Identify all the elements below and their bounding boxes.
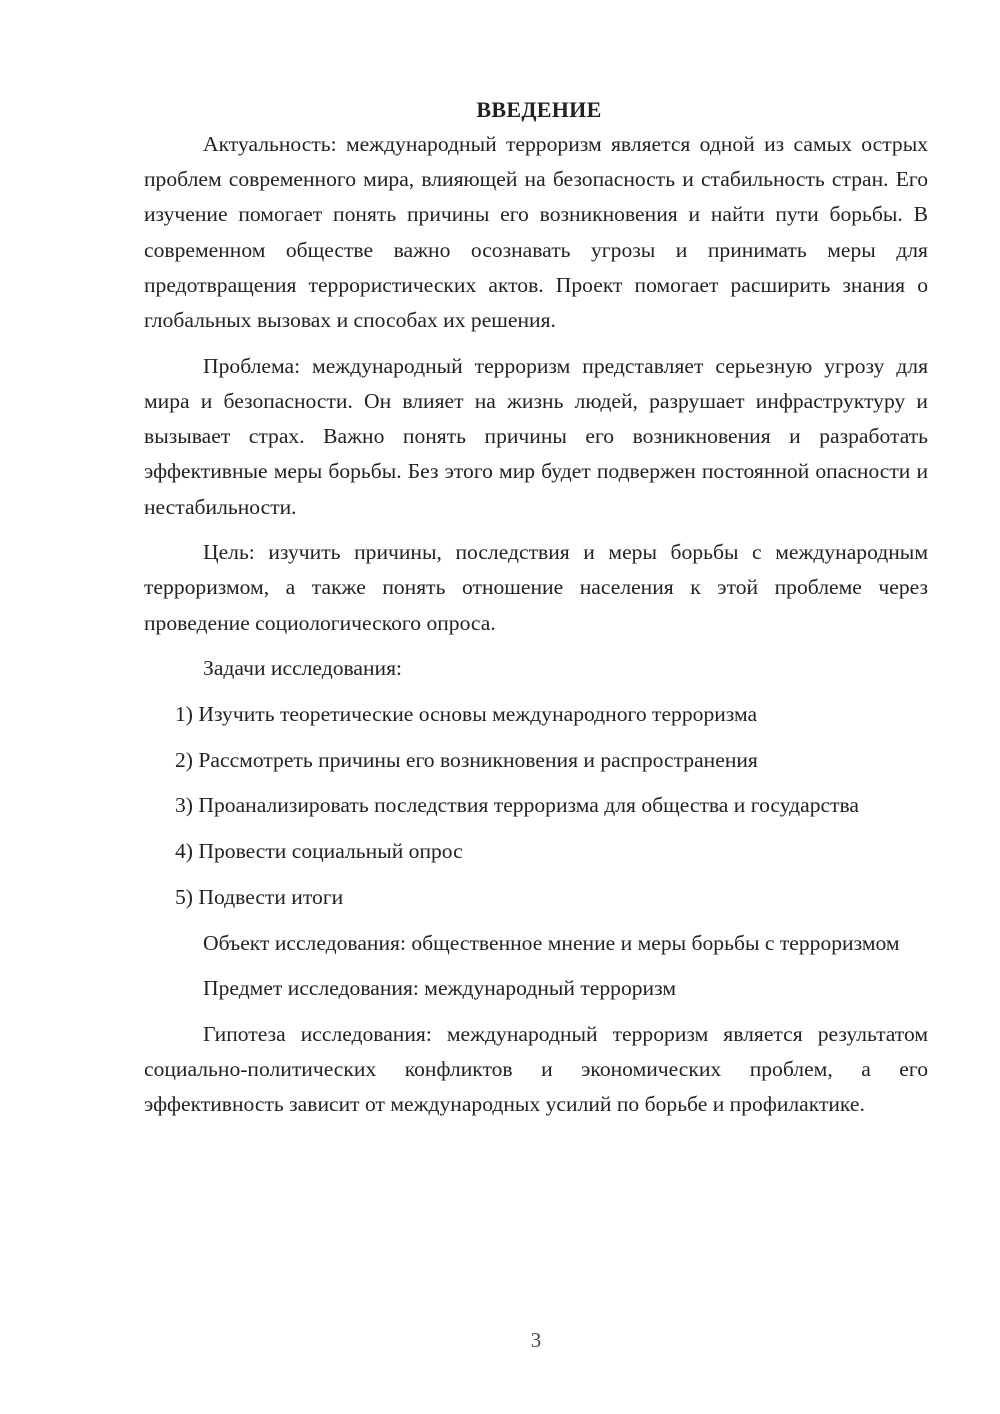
relevance-paragraph: Актуальность: международный терроризм является одной из самых острых проблем современного мира, влияющей на безопасность и стабильность стран. Его изучение помогает понять причины его возникновения и найти пути борьбы. В современном обществе важно осознавать угрозы и принимать меры для предотвращения террористических актов. Проект помогает расширить знания о глобальных вызовах и способах их решения. xyxy=(144,132,928,333)
task-item-2: 2) Рассмотреть причины его возникновения и распространения xyxy=(175,747,758,772)
page-number: 3 xyxy=(530,1328,542,1352)
document-page xyxy=(144,92,928,1133)
problem-paragraph: Проблема: международный терроризм представляет серьезную угрозу для мира и безопасности. Он влияет на жизнь людей, разрушает инфраструктуру и вызывает страх. Важно понять причины его возникновения и разработать эффективные меры борьбы. Без этого мир будет подвержен постоянной опасности и нестабильности. xyxy=(144,353,928,519)
hypothesis-paragraph: Гипотеза исследования: международный терроризм является результатом социально-политических конфликтов и экономических проблем, а его эффективность зависит от международных усилий по борьбе и профилактике. xyxy=(144,1021,928,1117)
tasks-title: Задачи исследования: xyxy=(203,656,403,681)
task-item-1: 1) Изучить теоретические основы международного терроризма xyxy=(175,702,758,727)
section-heading: ВВЕДЕНИЕ xyxy=(476,97,602,122)
object-paragraph: Объект исследования: общественное мнение и меры борьбы с терроризмом xyxy=(203,930,900,955)
task-item-3: 3) Проанализировать последствия терроризма для общества и государства xyxy=(175,793,860,818)
goal-paragraph: Цель: изучить причины, последствия и меры борьбы с международным терроризмом, а также понять отношение населения к этой проблеме через проведение социологического опроса. xyxy=(144,540,928,635)
task-item-4: 4) Провести социальный опрос xyxy=(175,839,463,864)
task-item-5: 5) Подвести итоги xyxy=(175,884,344,909)
subject-paragraph: Предмет исследования: международный терроризм xyxy=(203,976,677,1001)
